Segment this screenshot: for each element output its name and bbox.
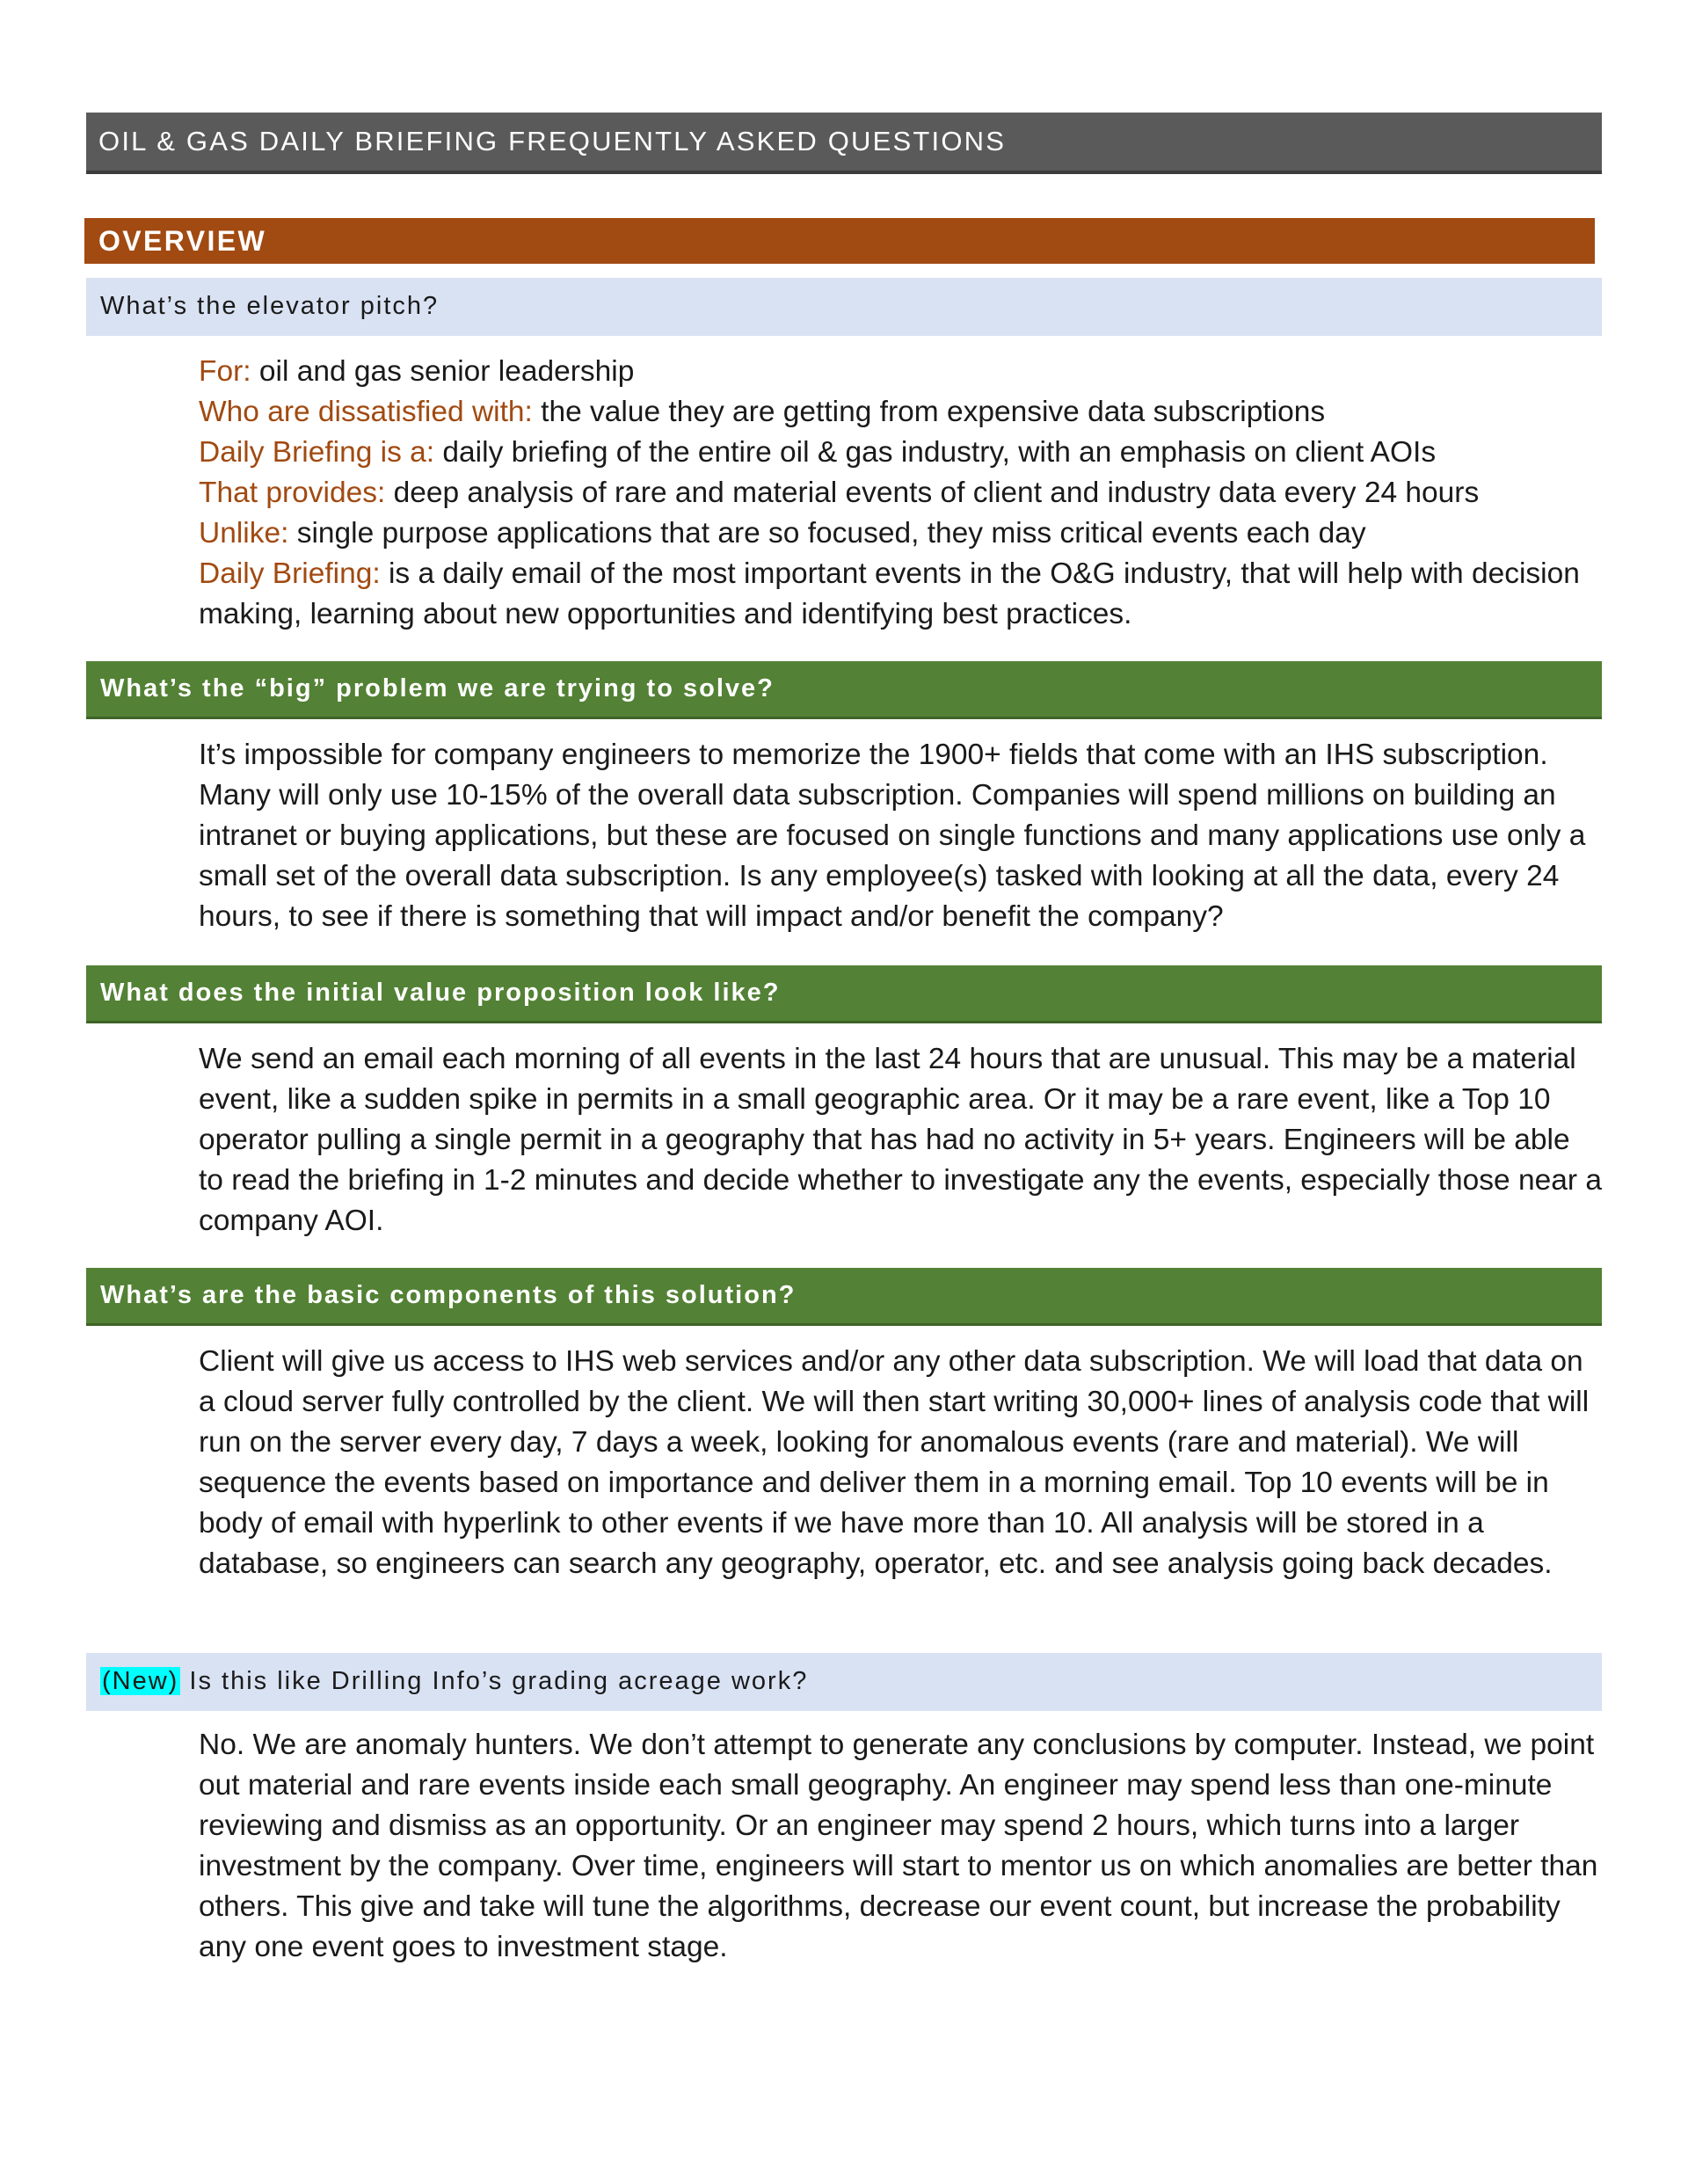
- answer-text: We send an email each morning of all events in the last 24 hours that are unusual. This may be a material event, like a sudden spike in permits in a small geographic area. Or it may be a rare event, like a Top 10 operator pulling a single permit in a geography that has had no activity in 5+ years. Engineers will be able to read the briefing in 1-2 minutes and decide whether to investigate any the events, especially those near a company AOI.: [199, 1043, 1602, 1237]
- pitch-line-dissatisfied: [199, 392, 1602, 433]
- pitch-key: Daily Briefing is a:: [199, 436, 435, 469]
- answer-basic-components: [199, 1342, 1602, 1584]
- answer-value-proposition: [199, 1039, 1602, 1241]
- pitch-line-unlike: [199, 513, 1602, 554]
- pitch-text: deep analysis of rare and material events of client and industry data every 24 hours: [385, 477, 1480, 509]
- pitch-key: Who are dissatisfied with:: [199, 396, 533, 428]
- pitch-key: Unlike:: [199, 517, 289, 550]
- question-drilling-info: [86, 1653, 1602, 1711]
- question-value-proposition: What does the initial value proposition look like?: [86, 965, 1602, 1023]
- answer-text: No. We are anomaly hunters. We don’t attempt to generate any conclusions by computer. Instead, we point out material and rare events inside each small geography. An engineer may spend less than one-minute reviewing and dismiss as an opportunity. Or an engineer may spend 2 hours, which turns into a larger investment by the company. Over time, engineers will start to mentor us on which anomalies are better than others. This give and take will tune the algorithms, decrease our event count, but increase the probability any one event goes to investment stage.: [199, 1729, 1598, 1963]
- question-elevator-pitch: What’s the elevator pitch?: [86, 278, 1602, 336]
- pitch-line-for: [199, 352, 1602, 392]
- pitch-text: single purpose applications that are so focused, they miss critical events each day: [288, 517, 1366, 550]
- pitch-key: For:: [199, 355, 251, 388]
- pitch-line-daily-briefing: [199, 554, 1602, 635]
- pitch-text: oil and gas senior leadership: [251, 355, 635, 388]
- section-heading-overview: OVERVIEW: [84, 218, 1595, 264]
- question-text: Is this like Drilling Info’s grading acreage work?: [180, 1667, 809, 1695]
- question-basic-components: What’s are the basic components of this solution?: [86, 1268, 1602, 1326]
- answer-big-problem: [199, 735, 1602, 937]
- pitch-line-daily-briefing-is: [199, 433, 1602, 473]
- document-title: OIL & GAS DAILY BRIEFING FREQUENTLY ASKED QUESTIONS: [86, 113, 1602, 174]
- pitch-text: the value they are getting from expensive data subscriptions: [532, 396, 1326, 428]
- pitch-key: That provides:: [199, 477, 386, 509]
- answer-text: Client will give us access to IHS web services and/or any other data subscription. We will load that data on a cloud server fully controlled by the client. We will then start writing 30,000+ lines of analysis code that will run on the server every day, 7 days a week, looking for anomalous events (rare and material). We will sequence the events based on importance and deliver them in a morning email. Top 10 events will be in body of email with hyperlink to other events if we have more than 10. All analysis will be stored in a database, so engineers can search any geography, operator, etc. and see analysis going back decades.: [199, 1345, 1590, 1580]
- answer-text: It’s impossible for company engineers to memorize the 1900+ fields that come with an IHS subscription. Many will only use 10-15% of the overall data subscription. Companies will spend millions on building an intranet or buying applications, but these are focused on single functions and many applications use only a small set of the overall data subscription. Is any employee(s) tasked with looking at all the data, every 24 hours, to see if there is something that will impact and/or benefit the company?: [199, 739, 1586, 933]
- pitch-key: Daily Briefing:: [199, 557, 381, 590]
- pitch-text: daily briefing of the entire oil & gas industry, with an emphasis on client AOIs: [434, 436, 1437, 469]
- pitch-line-that-provides: [199, 473, 1602, 513]
- answer-elevator-pitch: [199, 352, 1602, 635]
- new-badge: (New): [102, 1667, 179, 1695]
- question-big-problem: What’s the “big” problem we are trying to solve?: [86, 661, 1602, 719]
- answer-drilling-info: [199, 1725, 1602, 1968]
- pitch-text: is a daily email of the most important events in the O&G industry, that will help with decision making, learning about new opportunities and identifying best practices.: [199, 557, 1580, 630]
